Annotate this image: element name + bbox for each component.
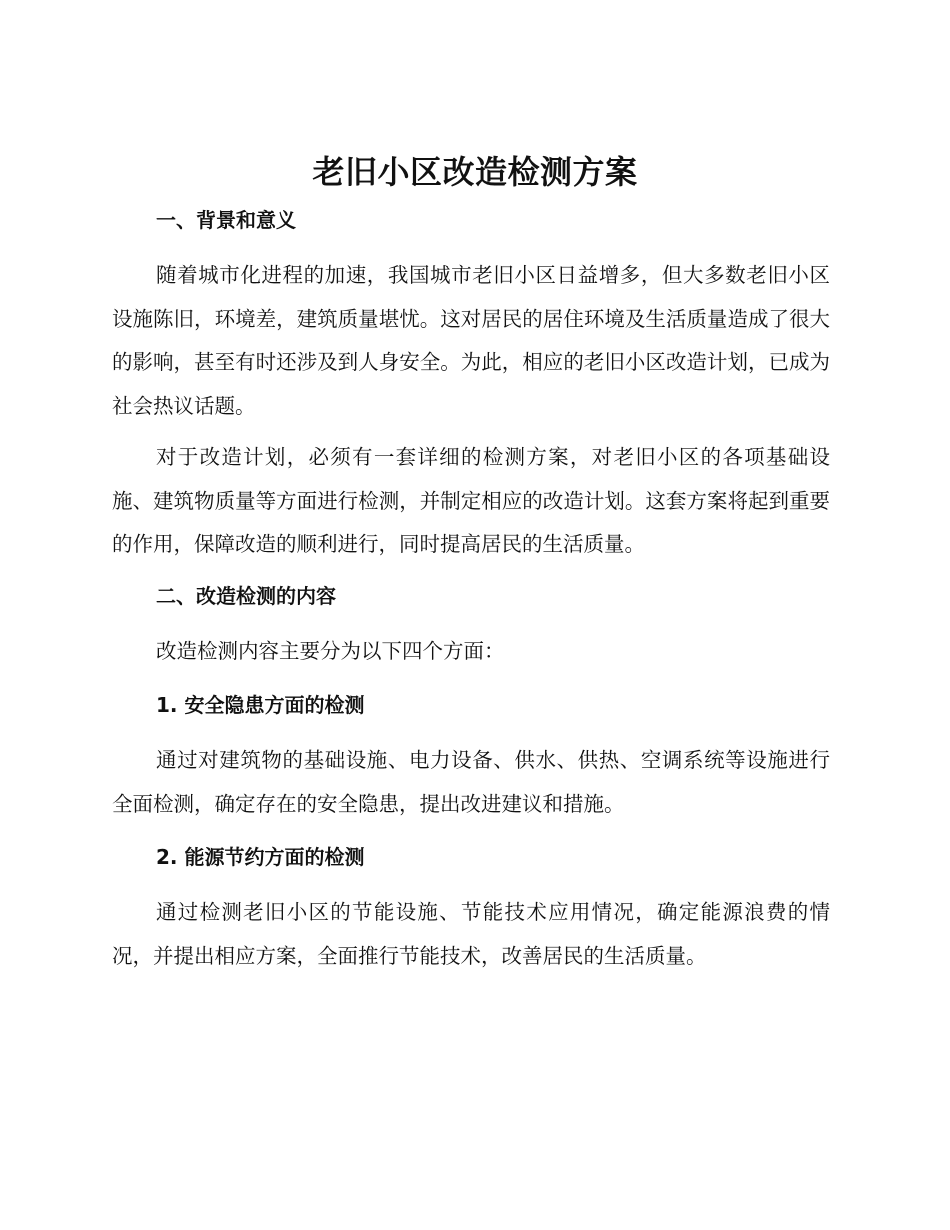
paragraph-background-1: 随着城市化进程的加速，我国城市老旧小区日益增多，但大多数老旧小区设施陈旧，环境差，建筑质量堪忧。这对居民的居住环境及生活质量造成了很大的影响，甚至有时还涉及到人身安全。为此，相应的老旧小区改造计划，已成为社会热议话题。: [112, 263, 830, 419]
paragraph-energy: 通过检测老旧小区的节能设施、节能技术应用情况，确定能源浪费的情况，并提出相应方案，全面推行节能技术，改善居民的生活质量。: [112, 900, 830, 968]
document-title: 老旧小区改造检测方案: [312, 153, 638, 191]
subsection-heading-energy: 2. 能源节约方面的检测: [156, 845, 365, 869]
paragraph-safety: 通过对建筑物的基础设施、电力设备、供水、供热、空调系统等设施进行全面检测，确定存在的安全隐患，提出改进建议和措施。: [112, 748, 830, 816]
section-heading-content: 二、改造检测的内容: [156, 584, 336, 608]
paragraph-content-intro: 改造检测内容主要分为以下四个方面：: [156, 639, 505, 663]
paragraph-background-2: 对于改造计划，必须有一套详细的检测方案，对老旧小区的各项基础设施、建筑物质量等方面进行检测，并制定相应的改造计划。这套方案将起到重要的作用，保障改造的顺利进行，同时提高居民的生活质量。: [112, 445, 830, 557]
section-heading-background: 一、背景和意义: [156, 208, 296, 232]
subsection-heading-safety: 1. 安全隐患方面的检测: [156, 693, 365, 717]
